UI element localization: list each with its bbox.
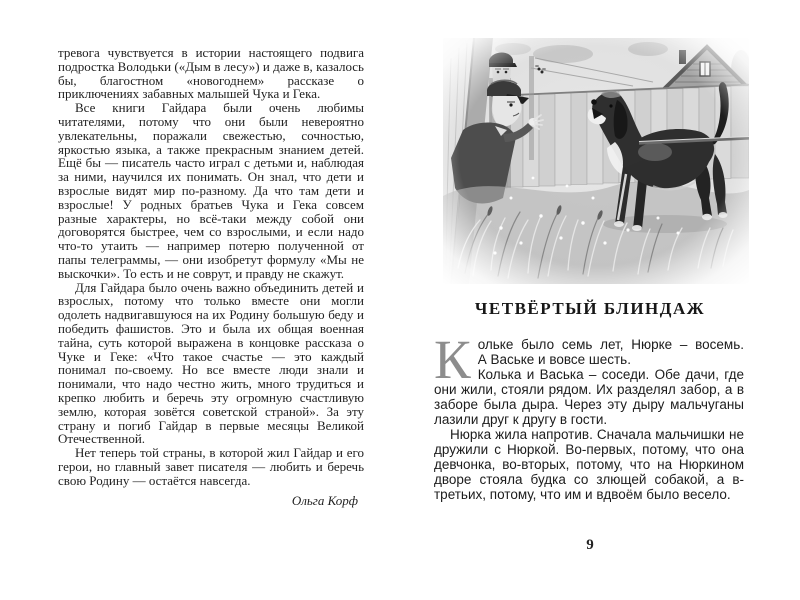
story-line: А Ваське и вовсе шесть. <box>477 352 631 367</box>
story-illustration <box>443 38 749 284</box>
preface-paragraph: Для Гайдара было очень важно объединить детей и взрослых, потому что только вместе они могли одолеть надвигавшуюся на их Родину большую беду и победить фашистов. Это и была их общая военная тайна, суть которой выражена в концовке рассказа о Чуке и Геке: «Что такое счастье — это каждый понимал по-своему. Но все вместе люди знали и понимали, что надо честно жить, много трудиться и крепко любить и беречь эту огромную счастливую землю, которая зовётся советской страной». За эту страну и погиб Гайдар в первые месяцы Великой Отечественной. <box>58 279 364 447</box>
preface-paragraph: тревога чувствуется в истории настоящего подвига подростка Володьки («Дым в лесу») и даже в, казалось бы, благостном «новогоднем» рассказе о приключениях забавных малышей Чука и Гека. <box>58 45 364 102</box>
left-page <box>58 46 364 507</box>
author-signature: Ольга Корф <box>291 492 358 508</box>
story-line: ольке было семь лет, Нюрке – восемь. <box>477 337 744 352</box>
story-paragraph: Колька и Васька – соседи. Обе дачи, где они жили, стояли рядом. Их разделял забор, а в заборе была дыра. Через эту дыру мальчуганы лазили друг к другу в гости. <box>434 367 744 427</box>
preface-paragraph: Все книги Гайдара были очень любимы читателями, потому что они были невероятно увлекательны, поражали свежестью, сочностью, яркостью языка, а также прекрасным знанием детей. Ещё бы — писатель часто играл с детьми и, наблюдая за ними, научился их понимать. Он знал, что дети и взрослые видят мир по-разному. Да что там дети и взрослые! У родных братьев Чука и Гека совсем разные характеры, но всё-таки между собой они договорятся быстрее, чем со взрослыми, и если надо что-то утаить — например потерю полученной от папы телеграммы, — они изобретут формулу «Мы не выскочки». То есть и не соврут, и правду не скажут. <box>58 100 364 281</box>
story-text <box>434 329 744 502</box>
chapter-title: ЧЕТВЁРТЫЙ БЛИНДАЖ <box>474 299 706 318</box>
preface-paragraph: Нет теперь той страны, в которой жил Гайдар и его герои, но главный завет писателя — любить и беречь свою Родину — остаётся навсегда. <box>58 445 364 488</box>
story-paragraph: Нюрка жила напротив. Сначала мальчишки не дружили с Нюркой. Во-первых, потому, что она девчонка, во-вторых, потому, что на Нюркином дворе стояла будка со злющей собакой, а в-третьих, потому, что им и вдвоём было весело. <box>434 427 744 502</box>
drop-cap: К <box>434 329 471 390</box>
vignette <box>443 38 749 284</box>
page-number: 9 <box>586 537 594 553</box>
